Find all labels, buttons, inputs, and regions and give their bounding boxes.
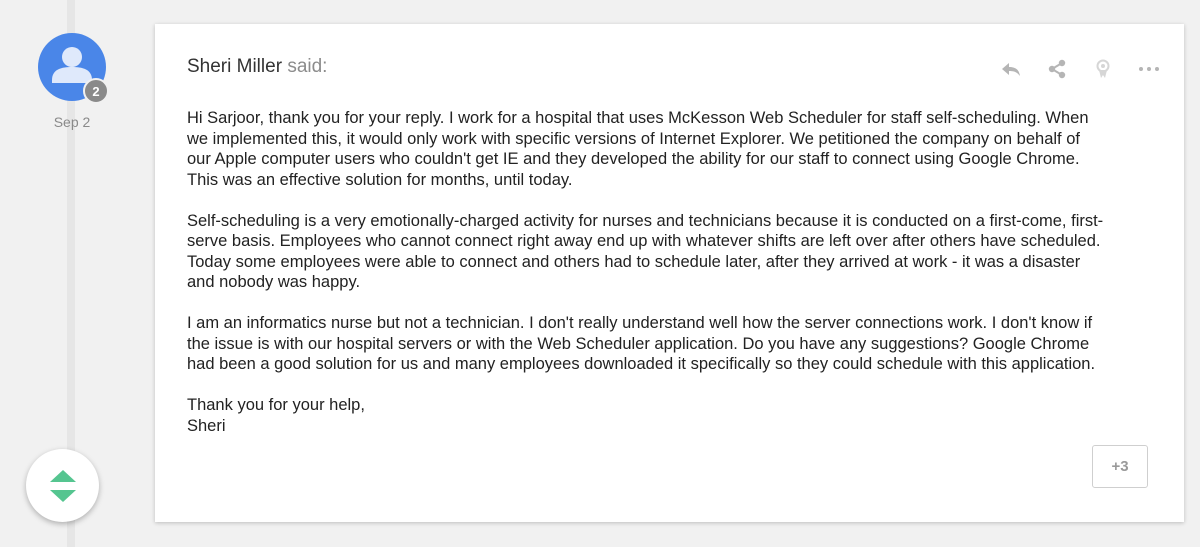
post-closing: Thank you for your help, Sheri (187, 396, 365, 435)
post-date: Sep 2 (53, 114, 91, 130)
post-paragraph: I am an informatics nurse but not a technician. I don't really understand well how the server connections work. I don't know if the issue is with our hospital servers or with the Web Scheduler application. Do you have any suggestions? Google Chrome had been a good solution for us and many employees downloaded it specifically so they could schedule with this application. (187, 314, 1096, 373)
award-button[interactable] (1092, 58, 1114, 80)
post-card (155, 24, 1184, 522)
reply-icon (1001, 61, 1021, 77)
post-count-badge: 2 (83, 78, 109, 104)
post-paragraph: Self-scheduling is a very emotionally-charged activity for nurses and technicians because it is conducted on a first-come, first-serve basis. Employees who cannot connect right away end up with whatever shifts are left over after others have scheduled. Today some employees were able to connect and others had to schedule later, after they arrived at work - it was a disaster and nobody was happy. (187, 211, 1104, 291)
post-header (187, 56, 327, 78)
post-paragraph: Hi Sarjoor, thank you for your reply. I work for a hospital that uses McKesson Web Scheduler for staff self-scheduling. When we implemented this, it would only work with specific versions of Internet Explorer. We petitioned the company on behalf of our Apple computer users who couldn't get IE and they developed the ability for our staff to connect using Google Chrome. This was an effective solution for months, until today. (187, 109, 1089, 189)
scroll-toggle-button[interactable] (26, 449, 99, 522)
award-icon (1095, 59, 1111, 79)
more-button[interactable] (1138, 58, 1160, 80)
more-icon (1138, 66, 1160, 72)
reply-button[interactable] (1000, 58, 1022, 80)
plus-one-button[interactable]: +3 (1092, 445, 1148, 488)
share-icon (1048, 59, 1066, 79)
post-actions (976, 58, 1160, 80)
post-body (187, 108, 1107, 436)
scroll-toggle-icon (48, 469, 78, 503)
share-button[interactable] (1046, 58, 1068, 80)
author-name[interactable]: Sheri Miller (187, 56, 283, 77)
said-label: said: (287, 56, 328, 77)
